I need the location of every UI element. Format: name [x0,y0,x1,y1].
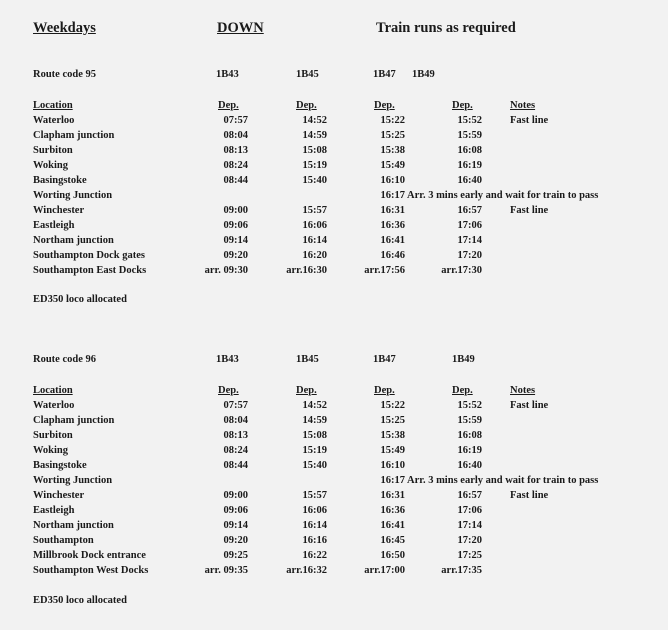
time-cell: 16:40 [457,175,482,186]
location-cell: Northam junction [33,235,114,246]
time-cell: 15:49 [380,160,405,171]
time-cell: 15:19 [302,160,327,171]
time-cell: 17:20 [457,250,482,261]
note-cell: Fast line [510,490,549,501]
loco-allocation: ED350 loco allocated [33,595,127,606]
dep-column-header: Dep. [218,100,239,111]
time-cell: 08:24 [223,160,248,171]
table-row [0,475,668,490]
time-cell: 08:04 [223,130,248,141]
route-label: Route code 96 [33,354,96,365]
location-cell: Southampton [33,535,94,546]
time-cell: 09:06 [223,220,248,231]
time-cell: 16:19 [457,160,482,171]
column-header-row [0,100,668,115]
table-row [0,190,668,205]
time-cell: 16:50 [380,550,405,561]
headcode: 1B47 [373,354,396,365]
table-row [0,265,668,280]
table-row [0,220,668,235]
time-cell: 16:14 [302,520,327,531]
time-cell: 16:41 [380,520,405,531]
long-note-cell: Arr. 3 mins early and wait for train to pass [407,475,599,486]
table-row [0,565,668,580]
table-row [0,205,668,220]
runs-remark: Train runs as required [376,20,516,36]
headcode: 1B45 [296,354,319,365]
table-row [0,460,668,475]
time-cell: 16:17 [380,475,405,486]
time-cell: 08:04 [223,415,248,426]
table-row [0,145,668,160]
time-cell: arr.17:56 [364,265,405,276]
location-cell: Surbiton [33,145,73,156]
time-cell: 17:20 [457,535,482,546]
location-cell: Basingstoke [33,460,87,471]
time-cell: 15:52 [457,115,482,126]
table-row [0,400,668,415]
time-cell: 17:14 [457,520,482,531]
time-cell: arr.17:35 [441,565,482,576]
location-cell: Basingstoke [33,175,87,186]
location-cell: Woking [33,445,69,456]
time-cell: 16:31 [380,205,405,216]
dep-column-header: Dep. [374,100,395,111]
time-cell: arr.16:30 [286,265,327,276]
time-cell: 15:49 [380,445,405,456]
time-cell: 16:16 [302,535,327,546]
headcode: 1B49 [452,354,475,365]
time-cell: 09:20 [223,250,248,261]
loco-allocation: ED350 loco allocated [33,294,127,305]
time-cell: 16:41 [380,235,405,246]
location-cell: Worting Junction [33,475,113,486]
dep-column-header: Dep. [296,100,317,111]
location-cell: Eastleigh [33,220,75,231]
time-cell: arr. 09:30 [204,265,248,276]
time-cell: 09:00 [223,490,248,501]
location-cell: Waterloo [33,115,75,126]
location-cell: Clapham junction [33,415,115,426]
time-cell: 08:44 [223,460,248,471]
time-cell: 16:40 [457,460,482,471]
note-cell: Fast line [510,205,549,216]
table-row [0,505,668,520]
time-cell: 16:22 [302,550,327,561]
location-cell: Surbiton [33,430,73,441]
time-cell: 14:52 [302,400,327,411]
time-cell: 15:25 [380,415,405,426]
time-cell: 09:00 [223,205,248,216]
long-note-cell: Arr. 3 mins early and wait for train to pass [407,190,599,201]
note-cell: Fast line [510,115,549,126]
notes-column-header: Notes [510,385,536,396]
location-cell: Woking [33,160,69,171]
time-cell: 16:06 [302,505,327,516]
table-row [0,520,668,535]
table-row [0,115,668,130]
time-cell: 07:57 [223,115,248,126]
time-cell: 15:08 [302,145,327,156]
time-cell: 16:06 [302,220,327,231]
headcode: 1B47 [373,69,396,80]
location-cell: Waterloo [33,400,75,411]
table-row [0,130,668,145]
table-row [0,490,668,505]
time-cell: arr.17:30 [441,265,482,276]
location-cell: Southampton Dock gates [33,250,146,261]
time-cell: 15:57 [302,205,327,216]
dep-column-header: Dep. [452,100,473,111]
route-label: Route code 95 [33,69,96,80]
time-cell: 16:14 [302,235,327,246]
time-cell: 15:52 [457,400,482,411]
time-cell: 09:20 [223,535,248,546]
dep-column-header: Dep. [296,385,317,396]
time-cell: 09:14 [223,235,248,246]
table-row [0,235,668,250]
time-cell: 16:45 [380,535,405,546]
headcode: 1B49 [412,69,435,80]
time-cell: arr. 09:35 [204,565,248,576]
time-cell: 16:36 [380,505,405,516]
time-cell: 08:24 [223,445,248,456]
time-cell: 17:14 [457,235,482,246]
time-cell: 16:57 [457,490,482,501]
time-cell: 15:59 [457,415,482,426]
time-cell: 15:38 [380,145,405,156]
time-cell: 15:57 [302,490,327,501]
table-row [0,550,668,565]
table-row [0,250,668,265]
time-cell: 16:08 [457,430,482,441]
time-cell: 14:52 [302,115,327,126]
location-column-header: Location [33,385,73,396]
table-row [0,175,668,190]
headcode: 1B45 [296,69,319,80]
table-row [0,160,668,175]
dep-column-header: Dep. [452,385,473,396]
note-cell: Fast line [510,400,549,411]
time-cell: 08:13 [223,145,248,156]
location-cell: Clapham junction [33,130,115,141]
table-row [0,445,668,460]
time-cell: 15:22 [380,400,405,411]
time-cell: 15:19 [302,445,327,456]
dep-column-header: Dep. [374,385,395,396]
time-cell: 16:57 [457,205,482,216]
location-cell: Eastleigh [33,505,75,516]
time-cell: 16:19 [457,445,482,456]
headcode: 1B43 [216,69,239,80]
column-header-row [0,385,668,400]
time-cell: 17:25 [457,550,482,561]
time-cell: 15:59 [457,130,482,141]
dep-column-header: Dep. [218,385,239,396]
time-cell: 08:44 [223,175,248,186]
time-cell: 15:08 [302,430,327,441]
location-cell: Southampton East Docks [33,265,147,276]
time-cell: 09:14 [223,520,248,531]
time-cell: 16:08 [457,145,482,156]
time-cell: 07:57 [223,400,248,411]
time-cell: 17:06 [457,505,482,516]
time-cell: 15:40 [302,175,327,186]
location-cell: Northam junction [33,520,114,531]
time-cell: 14:59 [302,130,327,141]
time-cell: 09:25 [223,550,248,561]
headcode: 1B43 [216,354,239,365]
table-row [0,430,668,445]
time-cell: 16:36 [380,220,405,231]
time-cell: 08:13 [223,430,248,441]
time-cell: 16:46 [380,250,405,261]
time-cell: 16:31 [380,490,405,501]
time-cell: 16:10 [380,460,405,471]
time-cell: 15:40 [302,460,327,471]
time-cell: 17:06 [457,220,482,231]
time-cell: 14:59 [302,415,327,426]
time-cell: 15:22 [380,115,405,126]
weekdays-heading: Weekdays [33,20,96,36]
direction-heading: DOWN [217,20,264,36]
time-cell: 16:20 [302,250,327,261]
time-cell: 15:25 [380,130,405,141]
time-cell: 16:17 [380,190,405,201]
location-cell: Southampton West Docks [33,565,149,576]
location-cell: Millbrook Dock entrance [33,550,146,561]
location-cell: Winchester [33,490,85,501]
notes-column-header: Notes [510,100,536,111]
location-column-header: Location [33,100,73,111]
time-cell: 15:38 [380,430,405,441]
location-cell: Winchester [33,205,85,216]
time-cell: arr.16:32 [286,565,327,576]
table-row [0,535,668,550]
table-row [0,415,668,430]
time-cell: 16:10 [380,175,405,186]
time-cell: arr.17:00 [364,565,405,576]
location-cell: Worting Junction [33,190,113,201]
time-cell: 09:06 [223,505,248,516]
